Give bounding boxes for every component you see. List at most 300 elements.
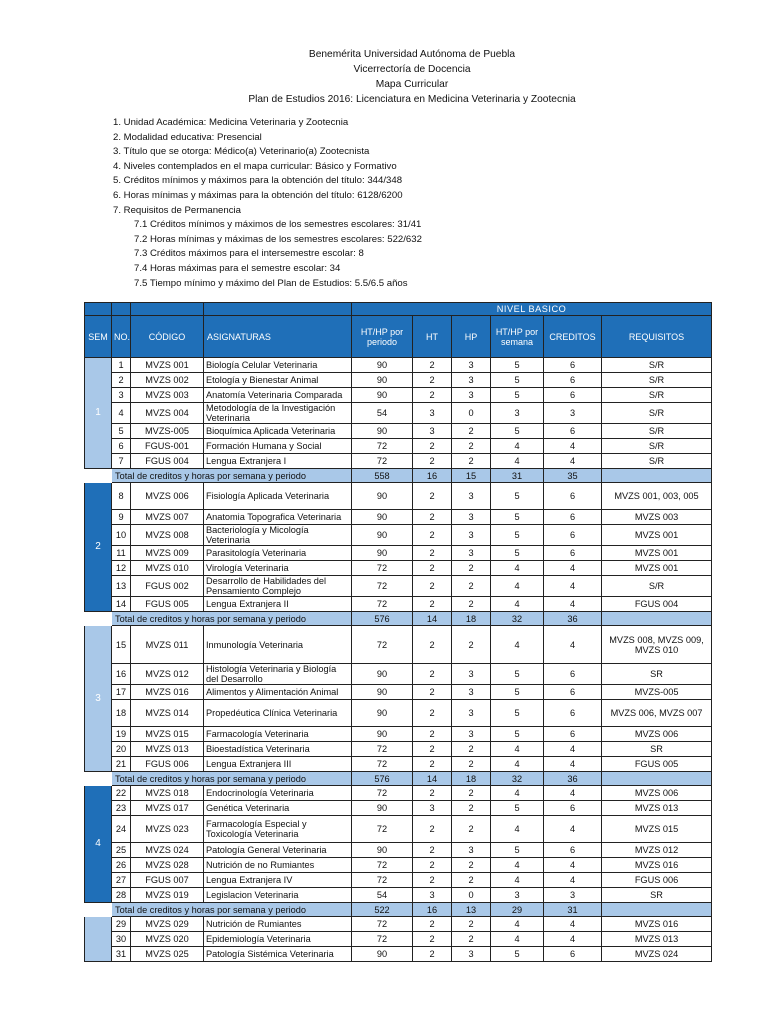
document-type: Mapa Curricular <box>375 79 449 90</box>
cell-semana: 4 <box>491 439 544 454</box>
cell-hp: 3 <box>452 525 491 546</box>
cell-asignatura: Etología y Bienestar Animal <box>204 373 352 388</box>
cell-periodo: 72 <box>352 816 413 843</box>
cell-semana: 5 <box>491 685 544 700</box>
cell-periodo: 90 <box>352 700 413 727</box>
cell-asignatura: Alimentos y Alimentación Animal <box>204 685 352 700</box>
cell-no: 27 <box>112 873 131 888</box>
cell-requisitos: MVZS 003 <box>602 510 712 525</box>
total-semana: 32 <box>491 612 544 626</box>
cell-codigo: FGUS-001 <box>131 439 204 454</box>
cell-hp: 3 <box>452 685 491 700</box>
cell-hp: 2 <box>452 873 491 888</box>
cell-requisitos: MVZS 013 <box>602 932 712 947</box>
cell-no: 13 <box>112 576 131 597</box>
cell-asignatura: Legislacion Veterinaria <box>204 888 352 903</box>
cell-requisitos: S/R <box>602 373 712 388</box>
cell-codigo: MVZS 017 <box>131 801 204 816</box>
cell-semana: 5 <box>491 843 544 858</box>
subject-row <box>85 403 712 424</box>
subject-row <box>85 358 712 373</box>
cell-creditos: 4 <box>544 626 602 664</box>
cell-creditos: 6 <box>544 801 602 816</box>
total-periodo: 522 <box>352 903 413 917</box>
cell-asignatura: Formación Humana y Social <box>204 439 352 454</box>
cell-ht: 2 <box>413 373 452 388</box>
cell-requisitos: S/R <box>602 576 712 597</box>
cell-semana: 5 <box>491 727 544 742</box>
cell-semana: 4 <box>491 561 544 576</box>
cell-semana: 3 <box>491 888 544 903</box>
cell-creditos: 6 <box>544 685 602 700</box>
cell-no: 1 <box>112 358 131 373</box>
cell-creditos: 4 <box>544 561 602 576</box>
subject-row <box>85 388 712 403</box>
cell-asignatura: Bioestadística Veterinaria <box>204 742 352 757</box>
cell-creditos: 4 <box>544 786 602 801</box>
cell-periodo: 90 <box>352 801 413 816</box>
subject-row <box>85 843 712 858</box>
cell-creditos: 6 <box>544 525 602 546</box>
cell-periodo: 72 <box>352 757 413 772</box>
semester-cell: 4 <box>85 786 112 903</box>
cell-no: 26 <box>112 858 131 873</box>
cell-no: 10 <box>112 525 131 546</box>
cell-asignatura: Bioquímica Aplicada Veterinaria <box>204 424 352 439</box>
cell-no: 6 <box>112 439 131 454</box>
cell-requisitos: MVZS-005 <box>602 685 712 700</box>
cell-creditos: 6 <box>544 947 602 962</box>
col-no: NO. <box>112 316 131 358</box>
cell-codigo: MVZS 010 <box>131 561 204 576</box>
cell-no: 28 <box>112 888 131 903</box>
cell-creditos: 4 <box>544 439 602 454</box>
cell-codigo: MVZS 029 <box>131 917 204 932</box>
cell-hp: 3 <box>452 373 491 388</box>
cell-periodo: 90 <box>352 727 413 742</box>
cell-semana: 5 <box>491 947 544 962</box>
cell-periodo: 54 <box>352 403 413 424</box>
sub-requirement-item: 7.5 Tiempo mínimo y máximo del Plan de Estudios: 5.5/6.5 años <box>134 277 408 289</box>
cell-hp: 2 <box>452 424 491 439</box>
cell-ht: 3 <box>413 403 452 424</box>
cell-ht: 2 <box>413 626 452 664</box>
cell-codigo: MVZS 004 <box>131 403 204 424</box>
cell-codigo: FGUS 004 <box>131 454 204 469</box>
subject-row <box>85 546 712 561</box>
cell-creditos: 6 <box>544 483 602 510</box>
cell-ht: 2 <box>413 576 452 597</box>
cell-no: 29 <box>112 917 131 932</box>
cell-asignatura: Endocrinología Veterinaria <box>204 786 352 801</box>
cell-ht: 2 <box>413 742 452 757</box>
subject-row <box>85 424 712 439</box>
subject-row <box>85 873 712 888</box>
semester-total-row <box>85 903 712 917</box>
subject-row <box>85 454 712 469</box>
cell-asignatura: Patología General Veterinaria <box>204 843 352 858</box>
cell-hp: 2 <box>452 858 491 873</box>
cell-ht: 2 <box>413 843 452 858</box>
cell-periodo: 90 <box>352 388 413 403</box>
cell-periodo: 90 <box>352 685 413 700</box>
cell-asignatura: Virología Veterinaria <box>204 561 352 576</box>
cell-ht: 2 <box>413 727 452 742</box>
cell-asignatura: Epidemiología Veterinaria <box>204 932 352 947</box>
cell-hp: 2 <box>452 742 491 757</box>
cell-asignatura: Desarrollo de Habilidades del Pensamiento Complejo <box>204 576 352 597</box>
cell-ht: 2 <box>413 546 452 561</box>
requirements-list <box>113 116 422 291</box>
total-requisitos <box>602 772 712 786</box>
subject-row <box>85 597 712 612</box>
subject-row <box>85 727 712 742</box>
total-ht: 16 <box>413 903 452 917</box>
cell-periodo: 90 <box>352 483 413 510</box>
semester-cell: 1 <box>85 358 112 469</box>
cell-semana: 4 <box>491 917 544 932</box>
cell-codigo: MVZS 001 <box>131 358 204 373</box>
cell-codigo: FGUS 007 <box>131 873 204 888</box>
cell-requisitos: MVZS 015 <box>602 816 712 843</box>
cell-codigo: MVZS 003 <box>131 388 204 403</box>
cell-requisitos: S/R <box>602 358 712 373</box>
cell-periodo: 90 <box>352 424 413 439</box>
cell-codigo: MVZS 025 <box>131 947 204 962</box>
cell-no: 23 <box>112 801 131 816</box>
requirement-item: 2. Modalidad educativa: Presencial <box>113 131 262 143</box>
cell-hp: 3 <box>452 510 491 525</box>
cell-periodo: 90 <box>352 947 413 962</box>
cell-ht: 2 <box>413 700 452 727</box>
total-creditos: 36 <box>544 772 602 786</box>
cell-no: 17 <box>112 685 131 700</box>
cell-hp: 0 <box>452 403 491 424</box>
cell-codigo: MVZS-005 <box>131 424 204 439</box>
cell-ht: 2 <box>413 757 452 772</box>
cell-codigo: MVZS 014 <box>131 700 204 727</box>
cell-codigo: FGUS 006 <box>131 757 204 772</box>
level-title: NIVEL BASICO <box>352 303 712 316</box>
cell-periodo: 72 <box>352 858 413 873</box>
cell-asignatura: Anatomía Veterinaria Comparada <box>204 388 352 403</box>
cell-requisitos: MVZS 001 <box>602 546 712 561</box>
cell-requisitos: SR <box>602 664 712 685</box>
cell-codigo: MVZS 011 <box>131 626 204 664</box>
cell-codigo: MVZS 015 <box>131 727 204 742</box>
cell-asignatura: Histología Veterinaria y Biología del Desarrollo <box>204 664 352 685</box>
document-header <box>0 47 768 107</box>
cell-semana: 5 <box>491 483 544 510</box>
cell-asignatura: Nutrición de no Rumiantes <box>204 858 352 873</box>
cell-requisitos: SR <box>602 742 712 757</box>
cell-asignatura: Anatomia Topografica Veterinaria <box>204 510 352 525</box>
col-htph-semana: HT/HP por semana <box>491 316 544 358</box>
cell-periodo: 72 <box>352 439 413 454</box>
sub-requirement-item: 7.3 Créditos máximos para el intersemestre escolar: 8 <box>134 248 364 260</box>
cell-codigo: MVZS 006 <box>131 483 204 510</box>
cell-asignatura: Propedéutica Clínica Veterinaria <box>204 700 352 727</box>
cell-hp: 2 <box>452 932 491 947</box>
cell-codigo: MVZS 013 <box>131 742 204 757</box>
cell-creditos: 4 <box>544 816 602 843</box>
requirement-item: 1. Unidad Académica: Medicina Veterinaria y Zootecnia <box>113 117 349 128</box>
cell-ht: 3 <box>413 801 452 816</box>
cell-semana: 3 <box>491 403 544 424</box>
subject-row <box>85 561 712 576</box>
cell-no: 30 <box>112 932 131 947</box>
cell-no: 19 <box>112 727 131 742</box>
cell-creditos: 4 <box>544 454 602 469</box>
cell-periodo: 72 <box>352 786 413 801</box>
cell-hp: 3 <box>452 947 491 962</box>
cell-ht: 2 <box>413 685 452 700</box>
cell-semana: 5 <box>491 510 544 525</box>
col-hp: HP <box>452 316 491 358</box>
cell-no: 14 <box>112 597 131 612</box>
cell-asignatura: Biología Celular Veterinaria <box>204 358 352 373</box>
cell-no: 21 <box>112 757 131 772</box>
subject-row <box>85 664 712 685</box>
cell-semana: 4 <box>491 816 544 843</box>
cell-periodo: 72 <box>352 561 413 576</box>
cell-creditos: 6 <box>544 843 602 858</box>
cell-periodo: 72 <box>352 597 413 612</box>
subject-row <box>85 816 712 843</box>
cell-asignatura: Lengua Extranjera III <box>204 757 352 772</box>
cell-ht: 3 <box>413 424 452 439</box>
cell-requisitos: S/R <box>602 388 712 403</box>
subject-row <box>85 700 712 727</box>
cell-asignatura: Nutrición de Rumiantes <box>204 917 352 932</box>
cell-asignatura: Metodología de la Investigación Veterinaria <box>204 403 352 424</box>
cell-asignatura: Fisiología Aplicada Veterinaria <box>204 483 352 510</box>
cell-requisitos: S/R <box>602 454 712 469</box>
cell-asignatura: Farmacología Especial y Toxicología Veterinaria <box>204 816 352 843</box>
curriculum-body <box>85 358 712 962</box>
total-spacer <box>85 469 112 483</box>
cell-hp: 2 <box>452 439 491 454</box>
total-ht: 14 <box>413 612 452 626</box>
cell-no: 24 <box>112 816 131 843</box>
requirement-item: 5. Créditos mínimos y máximos para la obtención del título: 344/348 <box>113 175 403 187</box>
cell-hp: 2 <box>452 597 491 612</box>
total-creditos: 36 <box>544 612 602 626</box>
cell-ht: 2 <box>413 388 452 403</box>
cell-asignatura: Genética Veterinaria <box>204 801 352 816</box>
total-spacer <box>85 772 112 786</box>
cell-ht: 2 <box>413 917 452 932</box>
column-header-row <box>85 316 712 358</box>
total-semana: 29 <box>491 903 544 917</box>
col-creditos: CREDITOS <box>544 316 602 358</box>
cell-codigo: MVZS 023 <box>131 816 204 843</box>
cell-periodo: 90 <box>352 358 413 373</box>
requirement-item: 7. Requisitos de Permanencia <box>113 204 241 216</box>
cell-no: 31 <box>112 947 131 962</box>
cell-creditos: 4 <box>544 576 602 597</box>
cell-requisitos: MVZS 008, MVZS 009, MVZS 010 <box>602 626 712 664</box>
cell-semana: 4 <box>491 873 544 888</box>
cell-hp: 2 <box>452 561 491 576</box>
semester-total-row <box>85 772 712 786</box>
university-name: Benemérita Universidad Autónoma de Puebla <box>308 49 516 60</box>
cell-no: 9 <box>112 510 131 525</box>
cell-semana: 5 <box>491 525 544 546</box>
total-periodo: 558 <box>352 469 413 483</box>
cell-ht: 2 <box>413 858 452 873</box>
cell-codigo: MVZS 009 <box>131 546 204 561</box>
plan-title: Plan de Estudios 2016: Licenciatura en Medicina Veterinaria y Zootecnia <box>248 94 576 105</box>
cell-requisitos: MVZS 013 <box>602 801 712 816</box>
total-creditos: 35 <box>544 469 602 483</box>
cell-creditos: 6 <box>544 700 602 727</box>
cell-creditos: 4 <box>544 597 602 612</box>
cell-hp: 3 <box>452 664 491 685</box>
cell-semana: 4 <box>491 576 544 597</box>
subject-row <box>85 576 712 597</box>
cell-hp: 3 <box>452 843 491 858</box>
cell-hp: 2 <box>452 454 491 469</box>
semester-total-row <box>85 612 712 626</box>
cell-asignatura: Parasitología Veterinaria <box>204 546 352 561</box>
cell-requisitos: MVZS 006, MVZS 007 <box>602 700 712 727</box>
requirement-item: 6. Horas mínimas y máximas para la obtención del título: 6128/6200 <box>113 189 403 201</box>
cell-requisitos: MVZS 012 <box>602 843 712 858</box>
subject-row <box>85 742 712 757</box>
cell-ht: 2 <box>413 816 452 843</box>
cell-periodo: 72 <box>352 873 413 888</box>
cell-hp: 2 <box>452 626 491 664</box>
cell-ht: 2 <box>413 483 452 510</box>
cell-hp: 2 <box>452 757 491 772</box>
cell-semana: 5 <box>491 388 544 403</box>
total-label: Total de creditos y horas por semana y periodo <box>112 772 352 786</box>
subject-row <box>85 932 712 947</box>
cell-hp: 2 <box>452 576 491 597</box>
cell-periodo: 90 <box>352 843 413 858</box>
cell-asignatura: Lengua Extranjera I <box>204 454 352 469</box>
cell-requisitos: MVZS 001 <box>602 525 712 546</box>
col-sem: SEM <box>85 316 112 358</box>
cell-hp: 2 <box>452 917 491 932</box>
cell-no: 11 <box>112 546 131 561</box>
subject-row <box>85 510 712 525</box>
subject-row <box>85 858 712 873</box>
cell-no: 15 <box>112 626 131 664</box>
cell-creditos: 4 <box>544 742 602 757</box>
subject-row <box>85 888 712 903</box>
cell-periodo: 72 <box>352 454 413 469</box>
cell-requisitos: MVZS 016 <box>602 858 712 873</box>
cell-ht: 2 <box>413 873 452 888</box>
cell-asignatura: Lengua Extranjera II <box>204 597 352 612</box>
cell-no: 7 <box>112 454 131 469</box>
cell-no: 20 <box>112 742 131 757</box>
cell-semana: 4 <box>491 757 544 772</box>
cell-ht: 2 <box>413 561 452 576</box>
total-requisitos <box>602 612 712 626</box>
subject-row <box>85 917 712 932</box>
cell-semana: 4 <box>491 932 544 947</box>
col-ht: HT <box>413 316 452 358</box>
cell-codigo: FGUS 002 <box>131 576 204 597</box>
total-hp: 15 <box>452 469 491 483</box>
cell-periodo: 72 <box>352 626 413 664</box>
cell-periodo: 90 <box>352 510 413 525</box>
subject-row <box>85 947 712 962</box>
cell-codigo: MVZS 020 <box>131 932 204 947</box>
semester-cell: 3 <box>85 626 112 772</box>
cell-codigo: MVZS 018 <box>131 786 204 801</box>
cell-periodo: 90 <box>352 546 413 561</box>
col-requisitos: REQUISITOS <box>602 316 712 358</box>
semester-total-row <box>85 469 712 483</box>
cell-hp: 0 <box>452 888 491 903</box>
cell-periodo: 72 <box>352 576 413 597</box>
total-ht: 14 <box>413 772 452 786</box>
cell-periodo: 90 <box>352 373 413 388</box>
total-spacer <box>85 612 112 626</box>
sub-requirement-item: 7.2 Horas mínimas y máximas de los semestres escolares: 522/632 <box>134 233 422 245</box>
total-hp: 18 <box>452 612 491 626</box>
subject-row <box>85 373 712 388</box>
requirement-item: 4. Niveles contemplados en el mapa curricular: Básico y Formativo <box>113 160 397 172</box>
total-periodo: 576 <box>352 612 413 626</box>
cell-hp: 2 <box>452 816 491 843</box>
cell-hp: 2 <box>452 801 491 816</box>
total-label: Total de creditos y horas por semana y periodo <box>112 612 352 626</box>
total-semana: 31 <box>491 469 544 483</box>
total-requisitos <box>602 469 712 483</box>
cell-ht: 2 <box>413 439 452 454</box>
cell-periodo: 72 <box>352 742 413 757</box>
cell-creditos: 6 <box>544 358 602 373</box>
cell-semana: 5 <box>491 801 544 816</box>
sub-requirement-item: 7.1 Créditos mínimos y máximos de los semestres escolares: 31/41 <box>134 219 422 231</box>
cell-requisitos: MVZS 001, 003, 005 <box>602 483 712 510</box>
cell-codigo: MVZS 024 <box>131 843 204 858</box>
total-ht: 16 <box>413 469 452 483</box>
cell-codigo: MVZS 019 <box>131 888 204 903</box>
cell-requisitos: MVZS 016 <box>602 917 712 932</box>
cell-no: 2 <box>112 373 131 388</box>
cell-semana: 5 <box>491 546 544 561</box>
subject-row <box>85 757 712 772</box>
cell-semana: 4 <box>491 454 544 469</box>
cell-ht: 2 <box>413 932 452 947</box>
cell-creditos: 6 <box>544 373 602 388</box>
cell-semana: 5 <box>491 358 544 373</box>
cell-semana: 4 <box>491 786 544 801</box>
cell-hp: 3 <box>452 700 491 727</box>
cell-no: 18 <box>112 700 131 727</box>
cell-creditos: 6 <box>544 388 602 403</box>
cell-periodo: 72 <box>352 932 413 947</box>
total-label: Total de creditos y horas por semana y periodo <box>112 903 352 917</box>
cell-creditos: 4 <box>544 932 602 947</box>
cell-codigo: MVZS 028 <box>131 858 204 873</box>
cell-no: 16 <box>112 664 131 685</box>
cell-codigo: MVZS 007 <box>131 510 204 525</box>
cell-requisitos: FGUS 004 <box>602 597 712 612</box>
cell-asignatura: Bacteriología y Micología Veterinaria <box>204 525 352 546</box>
cell-semana: 4 <box>491 597 544 612</box>
cell-periodo: 72 <box>352 917 413 932</box>
col-codigo: CÓDIGO <box>131 316 204 358</box>
cell-semana: 5 <box>491 424 544 439</box>
cell-no: 3 <box>112 388 131 403</box>
